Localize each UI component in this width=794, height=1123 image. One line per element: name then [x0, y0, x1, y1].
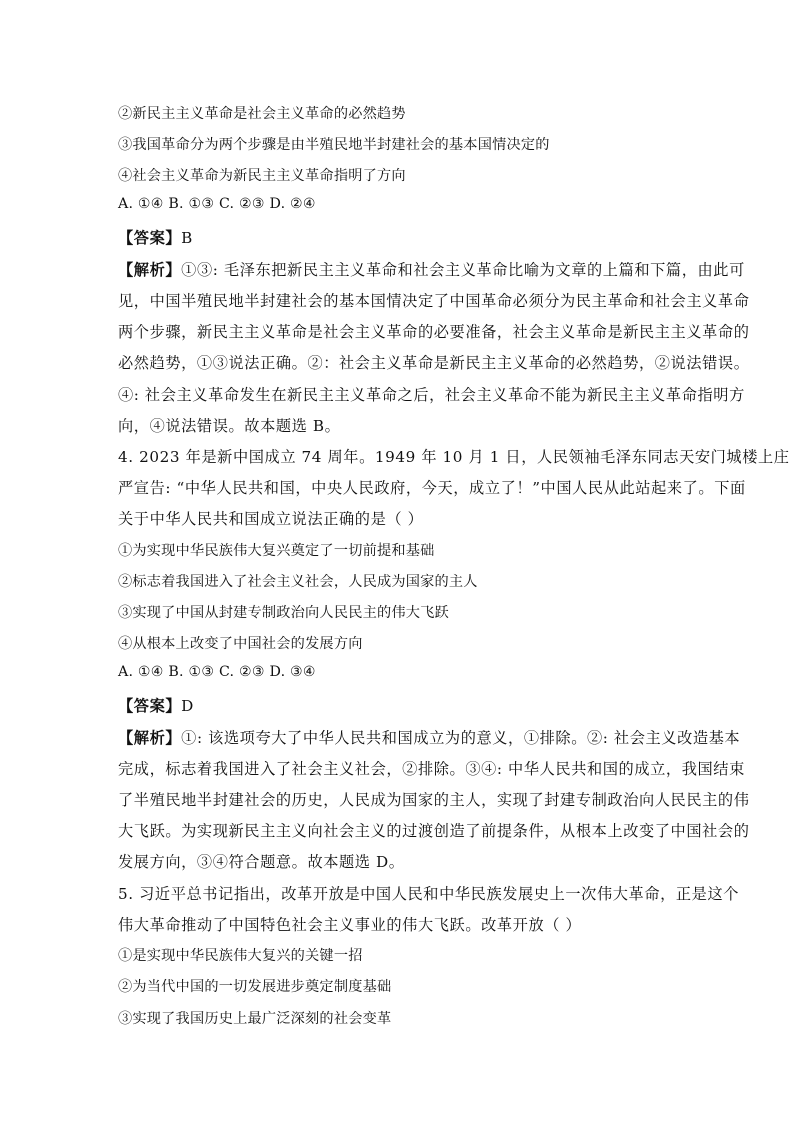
- q5-stem-line: 伟大革命推动了中国特色社会主义事业的伟大飞跃。改革开放（ ）: [118, 916, 582, 934]
- q3-analysis-line: 必然趋势，①③说法正确。②：社会主义革命是新民主主义革命的必然趋势，②说法错误。: [118, 354, 750, 372]
- q5-option-3: ③实现了我国历史上最广泛深刻的社会变革: [118, 1011, 392, 1027]
- q3-analysis-line: 向，④说法错误。故本题选 B。: [118, 417, 341, 435]
- q5-option-1: ①是实现中华民族伟大复兴的关键一招: [118, 948, 363, 964]
- q4-analysis-line: 完成，标志着我国进入了社会主义社会，②排除。③④: 中华人民共和国的成立，我国结束: [118, 760, 745, 778]
- q4-option-4: ④从根本上改变了中国社会的发展方向: [118, 636, 363, 652]
- answer-value: D: [181, 697, 194, 715]
- q4-analysis-line: 了半殖民地半封建社会的历史，人民成为国家的主人，实现了封建专制政治向人民民主的伟: [118, 791, 750, 809]
- q4-stem-line: 严宣告: “中华人民共和国，中央人民政府，今天，成立了！”中国人民从此站起来了。下面: [118, 479, 746, 497]
- answer-value: B: [181, 229, 193, 247]
- q3-option-4: ④社会主义革命为新民主主义革命指明了方向: [118, 168, 406, 184]
- answer-label: 【答案】: [118, 229, 182, 247]
- analysis-label: 【解析】: [118, 729, 182, 747]
- q3-analysis-line: 见，中国半殖民地半封建社会的基本国情决定了中国革命必须分为民主革命和社会主义革命: [118, 292, 750, 310]
- q3-option-3: ③我国革命分为两个步骤是由半殖民地半封建社会的基本国情决定的: [118, 137, 550, 153]
- q4-choices: A. ①④ B. ①③ C. ②③ D. ③④: [118, 664, 316, 680]
- q4-option-1: ①为实现中华民族伟大复兴奠定了一切前提和基础: [118, 543, 435, 559]
- q5-stem-line: 5. 习近平总书记指出，改革开放是中国人民和中华民族发展史上一次伟大革命，正是这个: [118, 885, 740, 903]
- q4-analysis-line: 发展方向，③④符合题意。故本题选 D。: [118, 853, 405, 871]
- q5-option-2: ②为当代中国的一切发展进步奠定制度基础: [118, 979, 392, 995]
- q3-analysis-line: 【解析】①③: 毛泽东把新民主主义革命和社会主义革命比喻为文章的上篇和下篇，由此可: [118, 261, 745, 279]
- q4-option-3: ③实现了中国从封建专制政治向人民民主的伟大飞跃: [118, 605, 449, 621]
- q4-option-2: ②标志着我国进入了社会主义社会，人民成为国家的主人: [118, 574, 478, 590]
- q3-analysis-line: 两个步骤，新民主主义革命是社会主义革命的必要准备，社会主义革命是新民主主义革命的: [118, 323, 750, 341]
- q3-analysis-line: ④: 社会主义革命发生在新民主主义革命之后，社会主义革命不能为新民主主义革命指明方: [118, 386, 745, 404]
- q4-analysis-line: 【解析】①: 该选项夸大了中华人民共和国成立为的意义，①排除。②: 社会主义改造基本: [118, 729, 741, 747]
- q3-answer: [118, 227, 193, 248]
- q4-stem-line: 关于中华人民共和国成立说法正确的是（ ）: [118, 510, 424, 528]
- analysis-label: 【解析】: [118, 261, 182, 279]
- q3-choices: A. ①④ B. ①③ C. ②③ D. ②④: [118, 196, 316, 212]
- q4-stem-line: 4. 2023 年是新中国成立 74 周年。1949 年 10 月 1 日，人民领袖毛泽东同志天安门城楼上庄: [118, 448, 790, 466]
- answer-label: 【答案】: [118, 697, 182, 715]
- q4-answer: [118, 695, 194, 716]
- q3-option-2: ②新民主主义革命是社会主义革命的必然趋势: [118, 106, 406, 122]
- q4-analysis-line: 大飞跃。为实现新民主主义向社会主义的过渡创造了前提条件，从根本上改变了中国社会的: [118, 822, 750, 840]
